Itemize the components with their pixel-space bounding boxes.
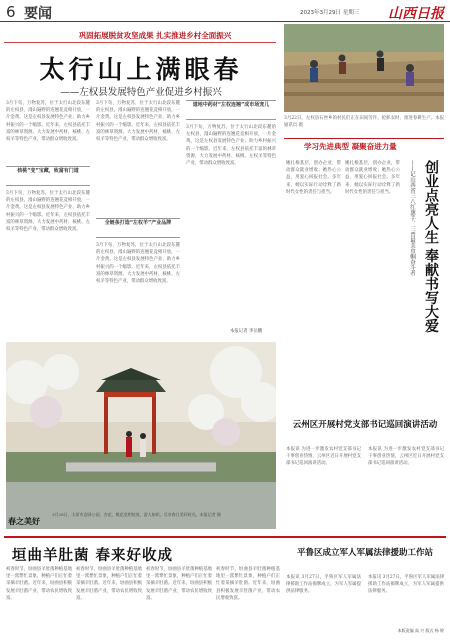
- main-subheadline: ——左权县发展特色产业促进乡村振兴: [60, 87, 222, 98]
- main-headline: 太行山上满眼春: [39, 55, 243, 84]
- article-column: 她扎根基层，创办企业，带动群众就业增收；她热心公益，用爱心回报社会。多年来，她以实际行动诠释了新时代女性的责任与担当。: [345, 161, 400, 195]
- section-header: 学习先进典型 凝聚奋进力量: [304, 142, 397, 151]
- banner-divider: [4, 42, 276, 43]
- article-column: 3月下旬，万物复苏，位于太行山北段东麓的左权县，漫山遍野的连翘花竞相开放，一片金黄。这是左权县发展特色产业、助力乡村振兴的一个缩影。近年来，左权县依托丰富的林草资源，大力发展中药材、核桃、左权羊等特色产业，带动群众增收致富。: [96, 101, 180, 143]
- article-column: 她扎根基层，创办企业，带动群众就业增收；她热心公益，用爱心回报社会。多年来，她以实际行动诠释了新时代女性的责任与担当。: [286, 161, 341, 195]
- article-column: 初春时节，垣曲县羊肚菌种植基地里一派繁忙景象，种植户们正忙着采摘羊肚菌。近年来，垣曲县积极发展羊肚菌产业，带动农民增收致富。: [76, 567, 142, 601]
- issue-date: 2023年3月29日 星期三: [300, 10, 360, 16]
- farming-photo: [284, 24, 444, 112]
- box-head: 全链条打造“左权羊”产业品牌: [96, 218, 180, 238]
- news-headline: 云州区开展村党支部书记巡回演讲活动: [292, 420, 438, 430]
- vertical-subheadline: ——记山西省三八红旗手、三晋最美巾帼奋斗者: [409, 160, 415, 276]
- photo-caption: 3月28日，太原市迎泽公园，杏花、桃花竞相绽放，游人如织，尽享春日美好时光。本报记者 摄: [52, 512, 221, 517]
- article-column: 初春时节，垣曲县羊肚菌种植基地里一派繁忙景象，种植户们正忙着采摘羊肚菌。近年来，垣曲县积极发展羊肚菌产业，带动农民增收致富。: [216, 567, 280, 601]
- bottom-headline: 垣曲羊肚菌 春来好收成: [12, 547, 174, 564]
- article-column: 3月下旬，万物复苏，位于太行山北段东麓的左权县，漫山遍野的连翘花竞相开放，一片金黄。这是左权县发展特色产业、助力乡村振兴的一个缩影。近年来，左权县依托丰富的林草资源，大力发展中药材、核桃、左权羊等特色产业，带动群众增收致富。: [186, 125, 276, 167]
- article-column: 本报讯 3月27日，平鲁区军人军属法律援助工作站揭牌成立，为军人军属提供法律服务。: [286, 575, 361, 595]
- box-head: 核桃“变”宝藏，致富有门道: [6, 166, 90, 186]
- article-column: 初春时节，垣曲县羊肚菌种植基地里一派繁忙景象，种植户们正忙着采摘羊肚菌。近年来，垣曲县积极发展羊肚菌产业，带动农民增收致富。: [146, 567, 212, 601]
- article-column: 3月下旬，万物复苏，位于太行山北段东麓的左权县，漫山遍野的连翘花竞相开放，一片金黄。这是左权县发展特色产业、助力乡村振兴的一个缩影。近年来，左权县依托丰富的林草资源，大力发展中药材、核桃、左权羊等特色产业，带动群众增收致富。: [96, 243, 180, 285]
- page-number: 6: [6, 3, 16, 21]
- bottom-divider: [4, 536, 446, 538]
- box-head: 道地中药材“左权连翘”成市场宠儿: [186, 100, 276, 120]
- section-title: 要闻: [24, 6, 52, 22]
- byline: 本报记者 李岳鹏: [230, 329, 263, 334]
- article-column: 本报讯 3月27日，平鲁区军人军属法律援助工作站揭牌成立，为军人军属提供法律服务。: [368, 575, 444, 595]
- photo-caption: 3月22日，左权县石匣乡的村民们正在田间劳作，抢抓农时，推进春耕生产。本报通讯员 摄: [284, 116, 444, 129]
- article-column: 本报讯 为进一步激发农村党支部书记干事创业热情，云州区近日开展村党支部书记巡回演讲活动。: [368, 447, 444, 467]
- page-header: [0, 0, 450, 22]
- article-column: 初春时节，垣曲县羊肚菌种植基地里一派繁忙景象，种植户们正忙着采摘羊肚菌。近年来，垣曲县积极发展羊肚菌产业，带动农民增收致富。: [6, 567, 72, 601]
- news-headline: 平鲁区成立军人军属法律援助工作站: [296, 548, 433, 558]
- masthead-logo: 山西日报: [388, 6, 444, 22]
- article-column: 3月下旬，万物复苏，位于太行山北段东麓的左权县，漫山遍野的连翘花竞相开放，一片金黄。这是左权县发展特色产业、助力乡村振兴的一个缩影。近年来，左权县依托丰富的林草资源，大力发展中药材、核桃、左权羊等特色产业，带动群众增收致富。: [6, 191, 90, 233]
- park-photo: [6, 342, 276, 529]
- photo-title: 春之美好: [8, 516, 40, 526]
- article-column: 本报讯 为进一步激发农村党支部书记干事创业热情，云州区近日开展村党支部书记巡回演讲活动。: [286, 447, 361, 467]
- vertical-headline: 创业点亮人生 奉献书写大爱: [423, 160, 439, 333]
- article-column: 3月下旬，万物复苏，位于太行山北段东麓的左权县，漫山遍野的连翘花竞相开放，一片金黄。这是左权县发展特色产业、助力乡村振兴的一个缩影。近年来，左权县依托丰富的林草资源，大力发展中药材、核桃、左权羊等特色产业，带动群众增收致富。: [6, 101, 90, 143]
- editor-credit: 本版责编 高 兴 版式 杨 婷: [397, 628, 444, 633]
- column-banner: 巩固拓展脱贫攻坚成果 扎实推进乡村全面振兴: [78, 31, 232, 40]
